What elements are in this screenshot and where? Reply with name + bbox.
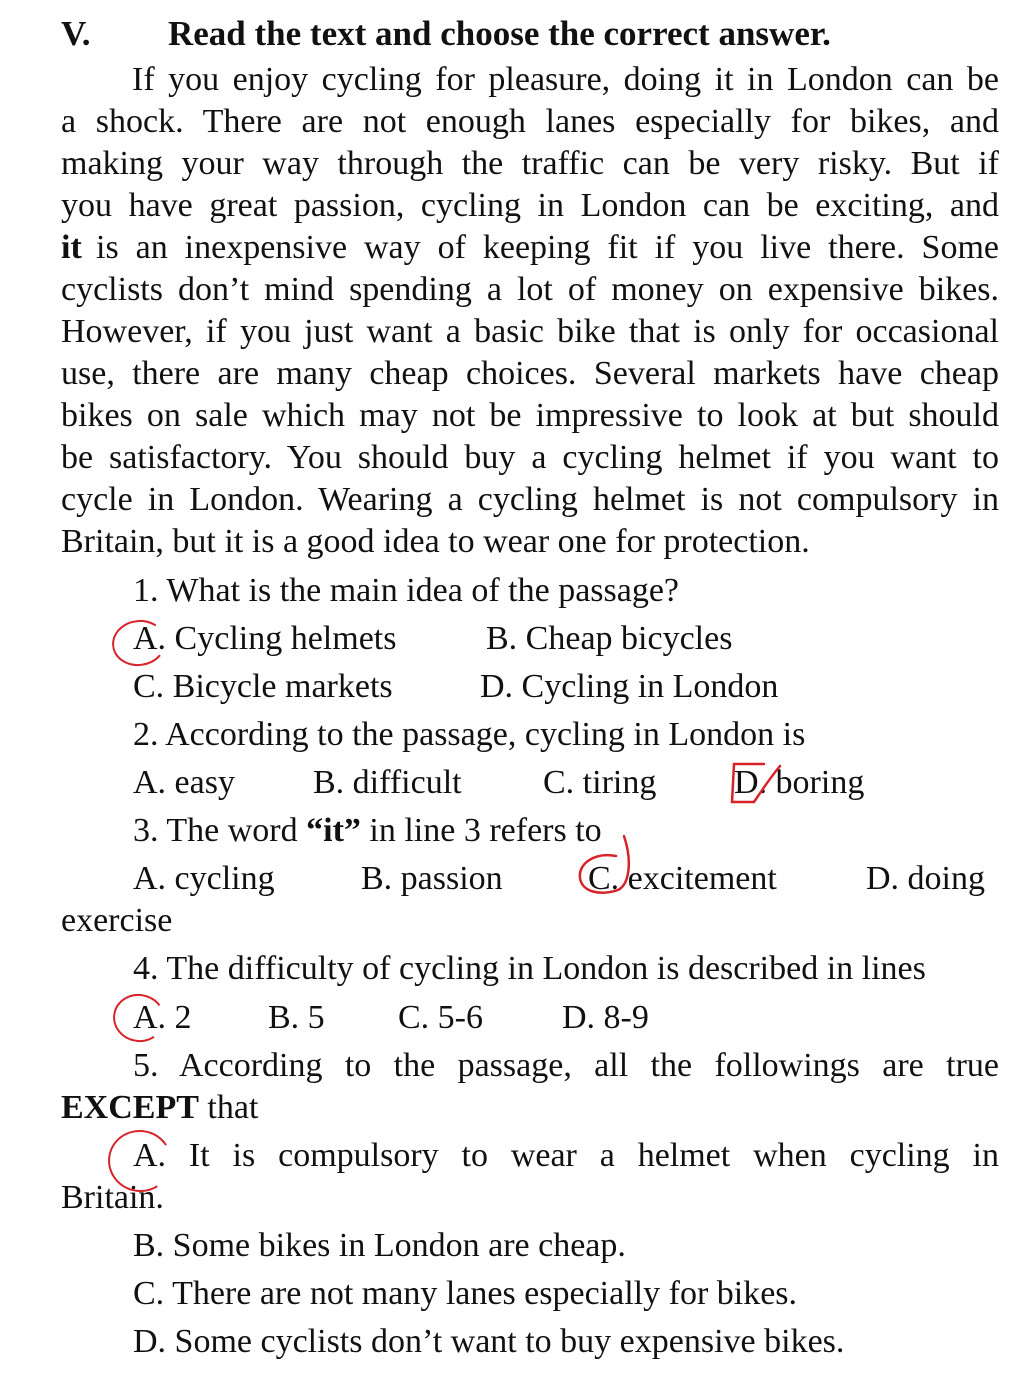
passage-line: a shock. There are not enough lanes especially for bikes, and — [61, 103, 999, 140]
passage-line: If you enjoy cycling for pleasure, doing it in London can be — [132, 61, 999, 98]
passage-line: However, if you just want a basic bike that is only for occasional — [61, 313, 999, 350]
q2-option-b[interactable]: B. difficult — [313, 764, 462, 801]
passage-line: making your way through the traffic can be very risky. But if — [61, 145, 999, 182]
passage-line: Britain, but it is a good idea to wear one for protection. — [61, 523, 810, 560]
q3-option-d-wrap: exercise — [61, 902, 173, 939]
q1-option-b[interactable]: B. Cheap bicycles — [486, 620, 733, 657]
q5-stem-line2 — [61, 1091, 258, 1125]
q4-option-b[interactable]: B. 5 — [268, 999, 325, 1036]
q2-option-d[interactable]: D. boring — [734, 764, 865, 801]
q5-option-a-wrap: Britain. — [61, 1179, 164, 1216]
q5-option-a[interactable]: A. It is compulsory to wear a helmet when cycling in — [133, 1137, 999, 1174]
q5-option-d[interactable]: D. Some cyclists don’t want to buy expensive bikes. — [133, 1323, 845, 1360]
q3-option-a[interactable]: A. cycling — [133, 860, 275, 897]
passage-line: you have great passion, cycling in London can be exciting, and — [61, 187, 999, 224]
question-5-stem: 5. According to the passage, all the followings are true — [133, 1047, 999, 1084]
q4-option-a[interactable]: A. 2 — [133, 999, 192, 1036]
question-2-stem: 2. According to the passage, cycling in London is — [133, 716, 806, 753]
q3-option-c[interactable]: C. excitement — [588, 860, 777, 897]
question-4-stem: 4. The difficulty of cycling in London is described in lines — [133, 950, 926, 987]
passage-line: bikes on sale which may not be impressive to look at but should — [61, 397, 999, 434]
q2-option-c[interactable]: C. tiring — [543, 764, 657, 801]
passage-line: cycle in London. Wearing a cycling helmet is not compulsory in — [61, 481, 999, 518]
q1-option-c[interactable]: C. Bicycle markets — [133, 668, 393, 705]
q3-stem-pre: 3. The word — [133, 812, 307, 849]
question-3-stem — [133, 814, 602, 848]
q5-stem-post: that — [198, 1089, 259, 1126]
q3-stem-post: in line 3 refers to — [360, 812, 602, 849]
q3-option-d[interactable]: D. doing — [866, 860, 985, 897]
question-1-stem: 1. What is the main idea of the passage? — [133, 572, 680, 609]
q2-option-a[interactable]: A. easy — [133, 764, 235, 801]
q3-stem-bold: “it” — [306, 812, 361, 849]
section-title: Read the text and choose the correct answer. — [168, 14, 831, 53]
q1-option-d[interactable]: D. Cycling in London — [480, 668, 779, 705]
q4-option-c[interactable]: C. 5-6 — [398, 999, 483, 1036]
q5-stem-bold: EXCEPT — [61, 1089, 199, 1126]
passage-line: be satisfactory. You should buy a cycling helmet if you want to — [61, 439, 999, 476]
q4-option-d[interactable]: D. 8-9 — [562, 999, 649, 1036]
passage-line: is an inexpensive way of keeping fit if you live there. Some — [96, 229, 999, 266]
passage-bold-it: it — [61, 229, 82, 266]
passage-line: use, there are many cheap choices. Several markets have cheap — [61, 355, 999, 392]
passage-line: cyclists don’t mind spending a lot of money on expensive bikes. — [61, 271, 999, 308]
q5-option-b[interactable]: B. Some bikes in London are cheap. — [133, 1227, 626, 1264]
q5-option-c[interactable]: C. There are not many lanes especially for bikes. — [133, 1275, 798, 1312]
q1-option-a[interactable]: A. Cycling helmets — [133, 620, 397, 657]
q3-option-b[interactable]: B. passion — [361, 860, 503, 897]
section-number: V. — [61, 14, 91, 53]
